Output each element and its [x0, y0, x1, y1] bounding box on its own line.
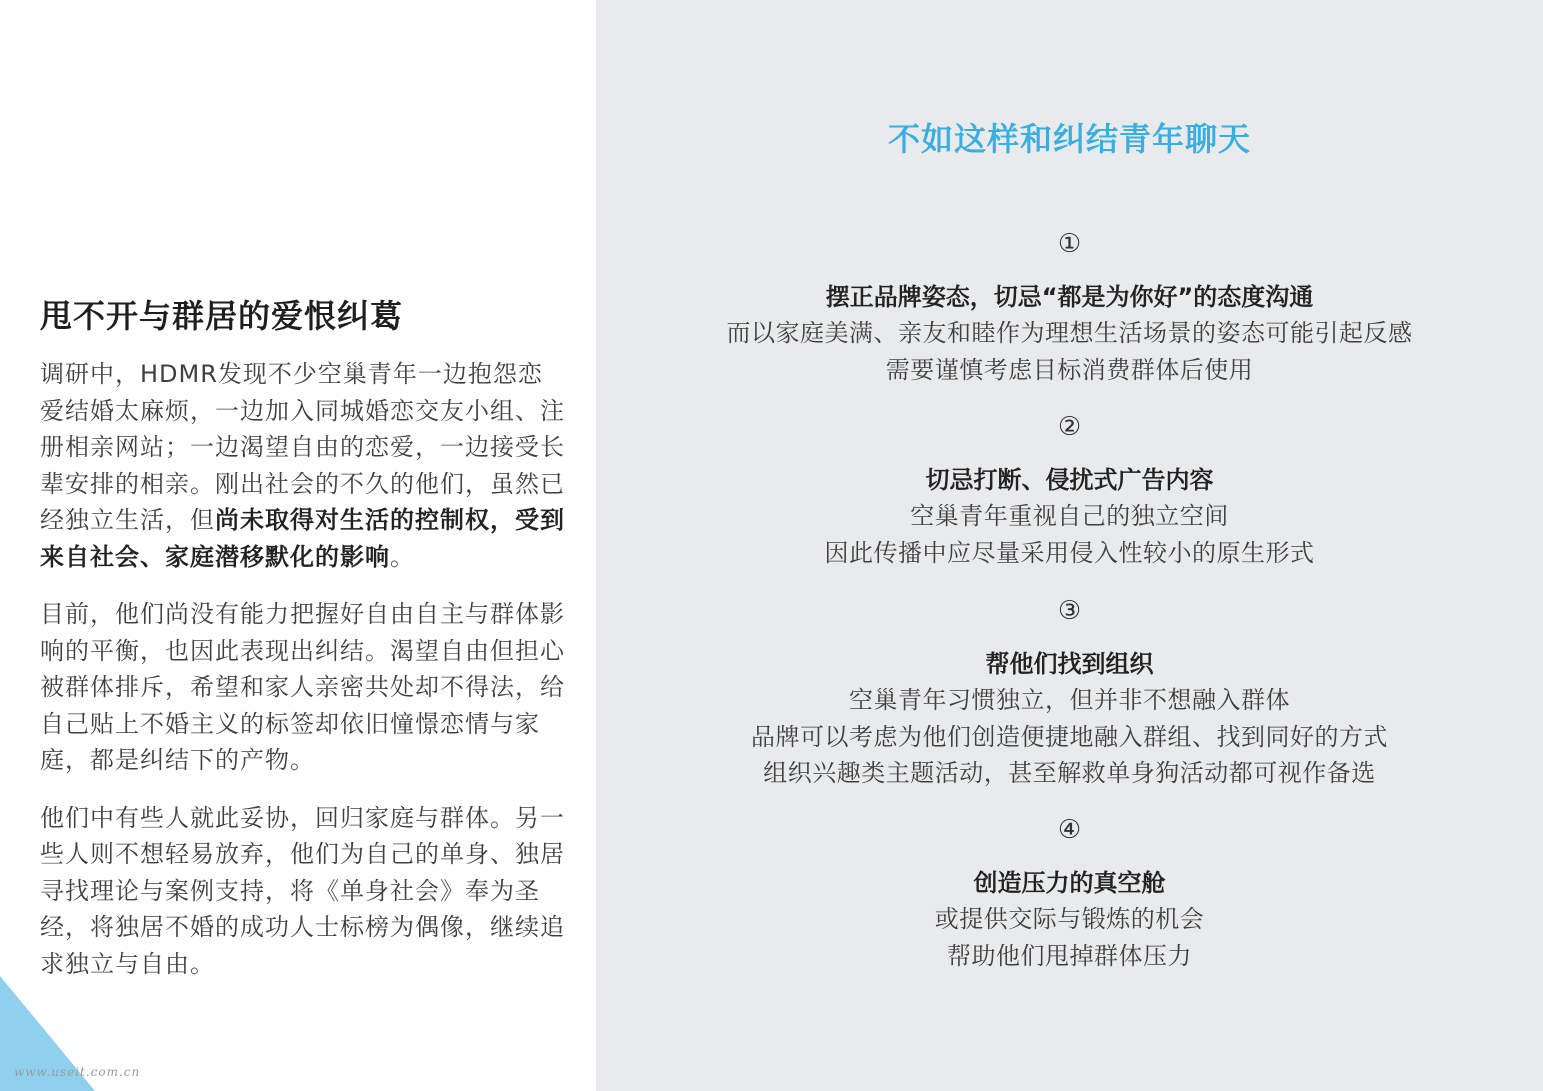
paragraph-1	[40, 356, 565, 575]
tip-line: 帮助他们甩掉群体压力	[947, 941, 1192, 970]
tip-number: ④	[1057, 815, 1082, 845]
watermark: www.useit.com.cn	[14, 1065, 141, 1079]
tip-4	[596, 815, 1543, 974]
tip-line: 品牌可以考虑为他们创造便捷地融入群组、找到同好的方式	[751, 722, 1388, 751]
left-body	[40, 356, 565, 1003]
paragraph-3: 他们中有些人就此妥协，回归家庭与群体。另一些人则不想轻易放弃，他们为自己的单身、独居寻找理论与案例支持，将《单身社会》奉为圣经，将独居不婚的成功人士标榜为偶像，继续追求独立与自由。	[40, 803, 565, 978]
left-heading: 甩不开与群居的爱恨纠葛	[40, 297, 404, 335]
right-heading: 不如这样和纠结青年聊天	[887, 120, 1251, 158]
left-panel	[0, 0, 596, 1091]
tip-title: 创造压力的真空舱	[973, 869, 1166, 897]
tip-line: 因此传播中应尽量采用侵入性较小的原生形式	[824, 538, 1315, 567]
paragraph-1-tail: 。	[390, 542, 415, 571]
tip-number: ①	[1057, 229, 1082, 259]
tip-1	[596, 229, 1543, 388]
tip-line: 而以家庭美满、亲友和睦作为理想生活场景的姿态可能引起反感	[726, 319, 1413, 347]
tip-line: 或提供交际与锻炼的机会	[934, 905, 1205, 933]
paragraph-1-text: 调研中，HDMR发现不少空巢青年一边抱怨恋爱结婚太麻烦，一边加入同城婚恋交友小组、注册相亲网站；一边渴望自由的恋爱，一边接受长辈安排的相亲。刚出社会的不久的他们，虽然已经独立生活，但	[40, 360, 565, 534]
tip-title: 切忌打断、侵扰式广告内容	[925, 466, 1214, 494]
tip-2	[596, 412, 1543, 571]
tip-line: 组织兴趣类主题活动，甚至解救单身狗活动都可视作备选	[763, 759, 1376, 787]
tip-title: 帮他们找到组织	[985, 650, 1154, 678]
tip-number: ③	[1057, 596, 1082, 626]
paragraph-2: 目前，他们尚没有能力把握好自由自主与群体影响的平衡，也因此表现出纠结。渴望自由但担心被群体排斥，希望和家人亲密共处却不得法，给自己贴上不婚主义的标签却依旧憧憬恋情与家庭，都是纠结下的产物。	[40, 600, 565, 774]
paragraph-1-emphasis: 尚未取得对生活的控制权，受到来自社会、家庭潜移默化的影响	[40, 506, 565, 571]
tip-line: 需要谨慎考虑目标消费群体后使用	[885, 355, 1254, 384]
tip-title: 摆正品牌姿态，切忌“都是为你好”的态度沟通	[825, 283, 1314, 311]
right-panel	[596, 0, 1543, 1091]
tip-line: 空巢青年重视自己的独立空间	[910, 502, 1229, 530]
tip-3	[596, 596, 1543, 792]
tip-number: ②	[1057, 412, 1082, 442]
tip-line: 空巢青年习惯独立，但并非不想融入群体	[849, 686, 1290, 714]
